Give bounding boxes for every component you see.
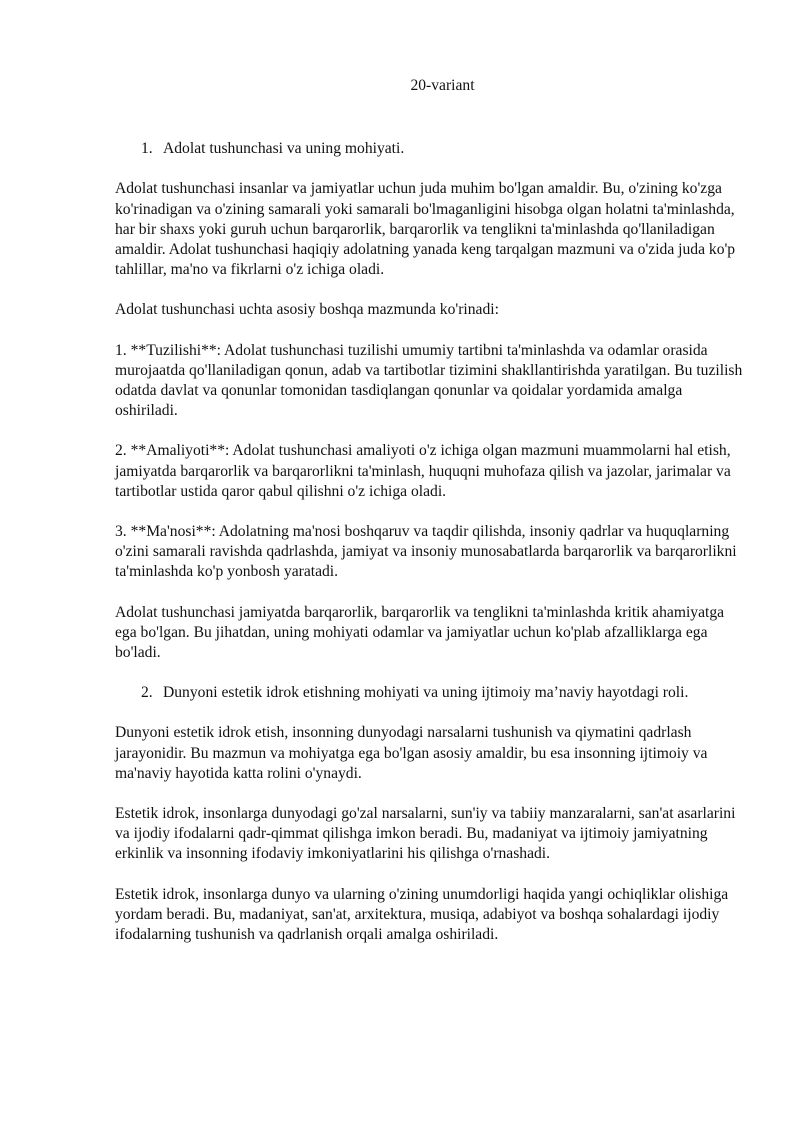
paragraph: Adolat tushunchasi uchta asosiy boshqa mazmunda ko'rinadi: (115, 301, 499, 319)
document-title: 20-variant (410, 77, 475, 94)
paragraph: Adolat tushunchasi insanlar va jamiyatlar uchun juda muhim bo'lgan amaldir. Bu, o'zining ko'zga ko'rinadigan va o'zining samarali yoki samarali bo'lmaganligini hisobga olgan holatni ta'minlashda, har bir shaxs yoki guruh uchun barqarorlik, barqarorlik va tenglikni ta'minlashda qo'llaniladigan amaldir. Adolat tushunchasi haqiqiy adolatning yanada keng tarqalgan mazmuni va o'zida juda ko'p tahlillar, ma'no va fikrlarni o'z ichiga oladi. (115, 180, 736, 279)
section-1-heading (115, 139, 745, 159)
paragraph: 1. **Tuzilishi**: Adolat tushunchasi tuzilishi umumiy tartibni ta'minlashda va odamlar orasida murojaatda qo'llaniladigan qonun, adab va tartibotlar tizimini shakllantirishda yaratilgan. Bu tuzilish odatda davlat va qonunlar tomonidan tasdiqlangan qonunlar va qoidalar yordamida amalga oshiriladi. (115, 341, 743, 420)
section-1-number: 1. (141, 140, 153, 158)
document-body (115, 76, 745, 945)
section-1-title: Adolat tushunchasi va uning mohiyati. (163, 140, 405, 158)
paragraph: Dunyoni estetik idrok etish, insonning dunyodagi narsalarni tushunish va qiymatini qadrlash jarayonidir. Bu mazmun va mohiyatga ega bo'lgan asosiy amaldir, bu esa insonning ijtimoiy va ma'naviy hayotida katta rolini o'ynaydi. (115, 724, 708, 782)
section-2-title: Dunyoni estetik idrok etishning mohiyati va uning ijtimoiy ma’naviy hayotdagi roli. (163, 684, 689, 702)
paragraph: 3. **Ma'nosi**: Adolatning ma'nosi boshqaruv va taqdir qilishda, insoniy qadrlar va huquqlarning o'zini samarali ravishda qadrlashda, jamiyat va insoniy munosabatlarda barqarorlik va barqarorlikni ta'minlashda ko'p yonbosh yaratadi. (115, 523, 737, 581)
section-2-heading (115, 683, 745, 703)
paragraph: Adolat tushunchasi jamiyatda barqarorlik, barqarorlik va tenglikni ta'minlashda kritik ahamiyatga ega bo'lgan. Bu jihatdan, uning mohiyati odamlar va jamiyatlar uchun ko'plab afzalliklarga ega bo'ladi. (115, 603, 725, 662)
paragraph: 2. **Amaliyoti**: Adolat tushunchasi amaliyoti o'z ichiga olgan mazmuni muammolarni hal etish, jamiyatda barqarorlik va barqarorlikni ta'minlash, huquqni muhofaza qilish va jazolar, jarimalar va tartibotlar ustida qaror qabul qilishni o'z ichiga oladi. (115, 442, 731, 500)
paragraph: Estetik idrok, insonlarga dunyodagi go'zal narsalarni, sun'iy va tabiiy manzaralarni, san'at asarlarini va ijodiy ifodalarni qadr-qimmat qilishga imkon beradi. Bu, madaniyat va ijtimoiy jamiyatning erkinlik va insonning ifodaviy imkoniyatlarini his qilishga o'rnashadi. (115, 805, 736, 863)
paragraph: Estetik idrok, insonlarga dunyo va ularning o'zining unumdorligi haqida yangi ochiqliklar olishiga yordam beradi. Bu, madaniyat, san'at, arxitektura, musiqa, adabiyot va boshqa sohalardagi ijodiy ifodalarning tushunish va qadrlanish orqali amalga oshiriladi. (115, 885, 729, 944)
section-2-number: 2. (141, 684, 153, 702)
